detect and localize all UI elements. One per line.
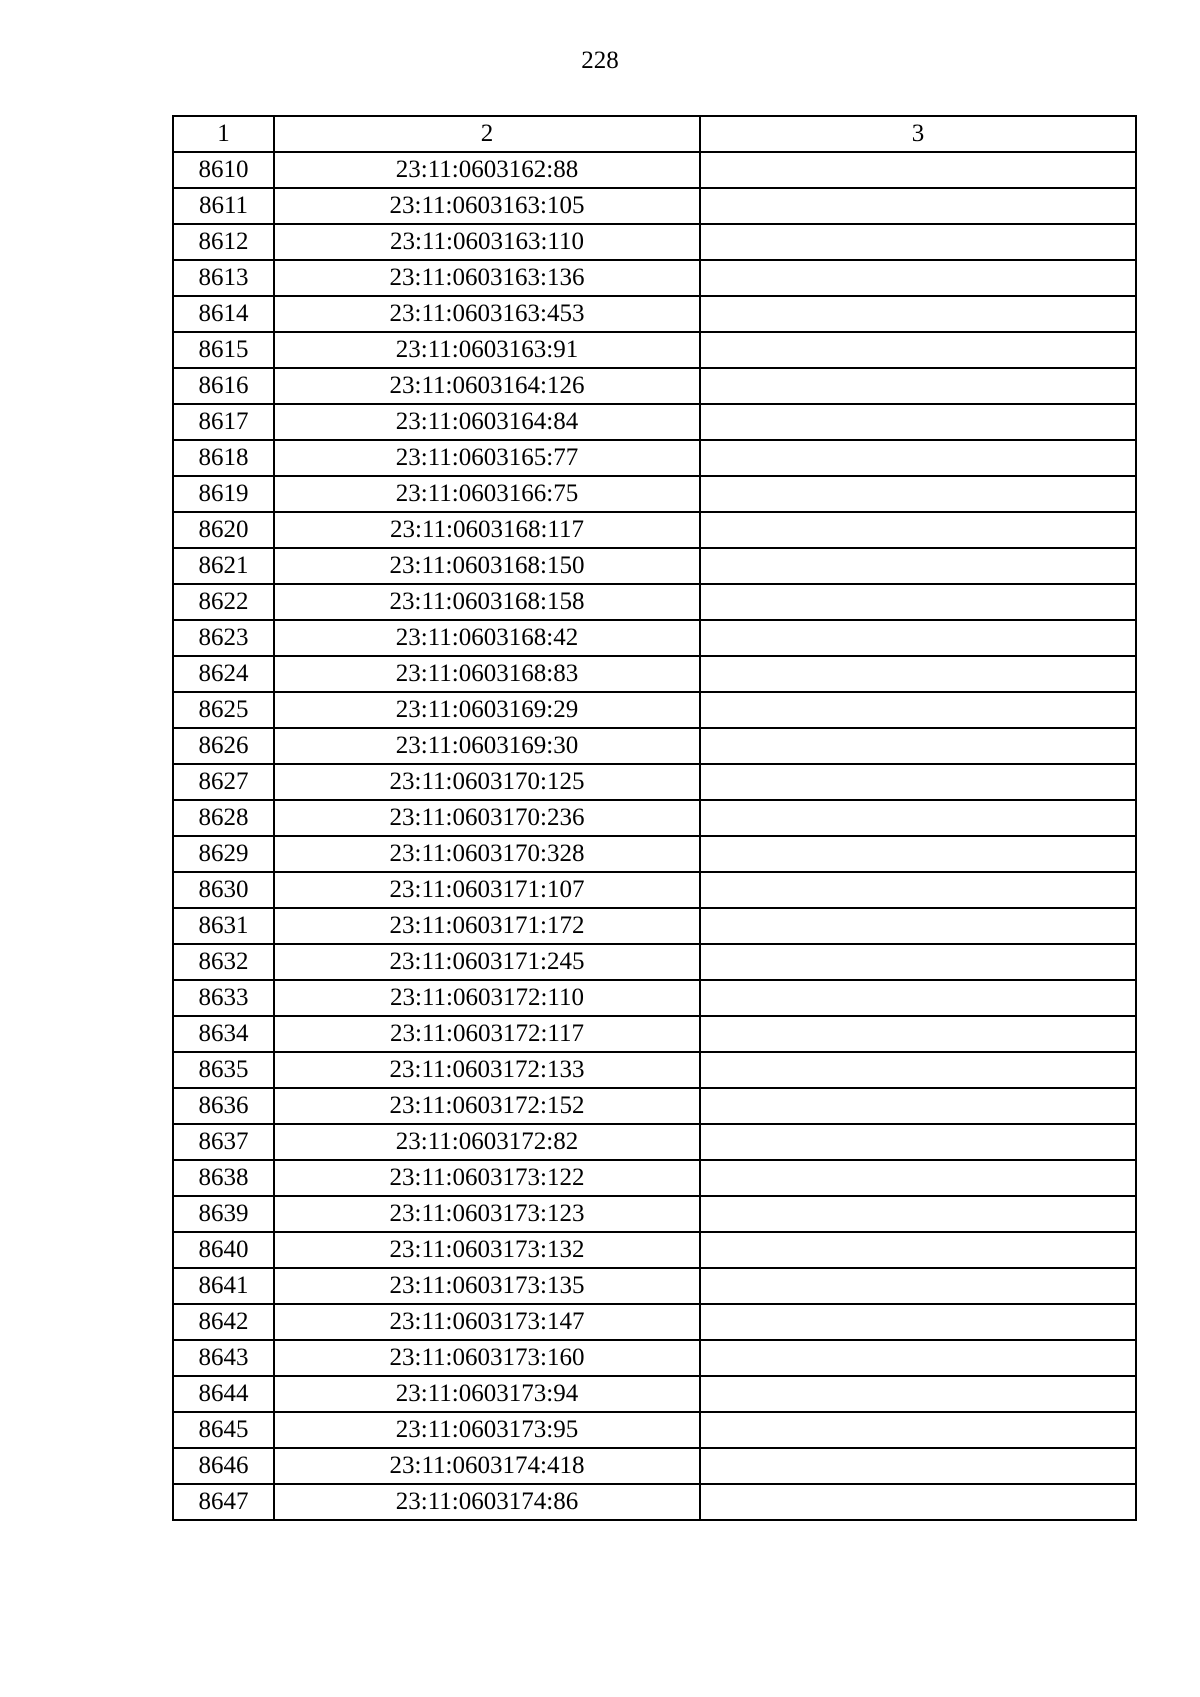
cadastral-number-cell: 23:11:0603169:29 <box>274 692 700 728</box>
note-cell <box>700 944 1136 980</box>
cadastral-number-cell: 23:11:0603163:91 <box>274 332 700 368</box>
note-cell <box>700 1304 1136 1340</box>
note-cell <box>700 656 1136 692</box>
row-number-cell: 8647 <box>173 1484 274 1520</box>
row-number-cell: 8616 <box>173 368 274 404</box>
table-row <box>173 1232 1136 1268</box>
note-cell <box>700 476 1136 512</box>
note-cell <box>700 620 1136 656</box>
table-row <box>173 1160 1136 1196</box>
table-row <box>173 440 1136 476</box>
table-row <box>173 152 1136 188</box>
cadastral-number-cell: 23:11:0603163:105 <box>274 188 700 224</box>
note-cell <box>700 1484 1136 1520</box>
table-row <box>173 764 1136 800</box>
note-cell <box>700 872 1136 908</box>
cadastral-number-cell: 23:11:0603164:126 <box>274 368 700 404</box>
note-cell <box>700 440 1136 476</box>
row-number-cell: 8628 <box>173 800 274 836</box>
note-cell <box>700 800 1136 836</box>
table-row <box>173 1304 1136 1340</box>
cadastral-number-cell: 23:11:0603171:245 <box>274 944 700 980</box>
note-cell <box>700 332 1136 368</box>
cadastral-number-cell: 23:11:0603165:77 <box>274 440 700 476</box>
cadastral-number-cell: 23:11:0603170:125 <box>274 764 700 800</box>
table-row <box>173 332 1136 368</box>
table-row <box>173 1376 1136 1412</box>
table-row <box>173 944 1136 980</box>
cadastral-number-cell: 23:11:0603174:418 <box>274 1448 700 1484</box>
cadastral-number-cell: 23:11:0603168:158 <box>274 584 700 620</box>
table-row <box>173 692 1136 728</box>
table-row <box>173 908 1136 944</box>
cadastral-number-cell: 23:11:0603174:86 <box>274 1484 700 1520</box>
row-number-cell: 8633 <box>173 980 274 1016</box>
table-row <box>173 1268 1136 1304</box>
row-number-cell: 8626 <box>173 728 274 764</box>
row-number-cell: 8618 <box>173 440 274 476</box>
note-cell <box>700 764 1136 800</box>
row-number-cell: 8644 <box>173 1376 274 1412</box>
cadastral-number-cell: 23:11:0603170:236 <box>274 800 700 836</box>
row-number-cell: 8631 <box>173 908 274 944</box>
cadastral-number-cell: 23:11:0603173:94 <box>274 1376 700 1412</box>
cadastral-number-cell: 23:11:0603172:152 <box>274 1088 700 1124</box>
table-row <box>173 800 1136 836</box>
row-number-cell: 8645 <box>173 1412 274 1448</box>
table-row <box>173 1196 1136 1232</box>
table-row <box>173 1448 1136 1484</box>
row-number-cell: 8641 <box>173 1268 274 1304</box>
note-cell <box>700 1196 1136 1232</box>
cadastral-number-cell: 23:11:0603166:75 <box>274 476 700 512</box>
row-number-cell: 8632 <box>173 944 274 980</box>
cadastral-number-cell: 23:11:0603163:453 <box>274 296 700 332</box>
header-cell-3: 3 <box>700 116 1136 152</box>
note-cell <box>700 1124 1136 1160</box>
row-number-cell: 8624 <box>173 656 274 692</box>
note-cell <box>700 1448 1136 1484</box>
table-row <box>173 296 1136 332</box>
cadastral-number-cell: 23:11:0603173:95 <box>274 1412 700 1448</box>
cadastral-number-cell: 23:11:0603168:42 <box>274 620 700 656</box>
row-number-cell: 8612 <box>173 224 274 260</box>
row-number-cell: 8640 <box>173 1232 274 1268</box>
note-cell <box>700 296 1136 332</box>
note-cell <box>700 1088 1136 1124</box>
data-table <box>172 115 1137 1521</box>
row-number-cell: 8638 <box>173 1160 274 1196</box>
row-number-cell: 8630 <box>173 872 274 908</box>
table-row <box>173 584 1136 620</box>
cadastral-number-cell: 23:11:0603173:132 <box>274 1232 700 1268</box>
note-cell <box>700 1160 1136 1196</box>
table-body <box>173 116 1136 1520</box>
row-number-cell: 8646 <box>173 1448 274 1484</box>
table-row <box>173 476 1136 512</box>
note-cell <box>700 1052 1136 1088</box>
table-row <box>173 1412 1136 1448</box>
row-number-cell: 8611 <box>173 188 274 224</box>
table-header-row <box>173 116 1136 152</box>
table-row <box>173 1124 1136 1160</box>
row-number-cell: 8613 <box>173 260 274 296</box>
row-number-cell: 8621 <box>173 548 274 584</box>
row-number-cell: 8637 <box>173 1124 274 1160</box>
cadastral-number-cell: 23:11:0603172:110 <box>274 980 700 1016</box>
note-cell <box>700 1340 1136 1376</box>
note-cell <box>700 1232 1136 1268</box>
header-cell-2: 2 <box>274 116 700 152</box>
row-number-cell: 8610 <box>173 152 274 188</box>
page-number: 228 <box>581 47 619 74</box>
cadastral-number-cell: 23:11:0603162:88 <box>274 152 700 188</box>
table-row <box>173 188 1136 224</box>
row-number-cell: 8639 <box>173 1196 274 1232</box>
note-cell <box>700 224 1136 260</box>
cadastral-number-cell: 23:11:0603173:160 <box>274 1340 700 1376</box>
header-cell-1: 1 <box>173 116 274 152</box>
note-cell <box>700 368 1136 404</box>
table-row <box>173 836 1136 872</box>
cadastral-number-cell: 23:11:0603168:83 <box>274 656 700 692</box>
row-number-cell: 8627 <box>173 764 274 800</box>
table-row <box>173 1484 1136 1520</box>
table-row <box>173 224 1136 260</box>
cadastral-number-cell: 23:11:0603164:84 <box>274 404 700 440</box>
cadastral-number-cell: 23:11:0603168:117 <box>274 512 700 548</box>
table-row <box>173 728 1136 764</box>
note-cell <box>700 152 1136 188</box>
row-number-cell: 8634 <box>173 1016 274 1052</box>
cadastral-number-cell: 23:11:0603163:110 <box>274 224 700 260</box>
table-row <box>173 368 1136 404</box>
table-row <box>173 656 1136 692</box>
note-cell <box>700 908 1136 944</box>
table-row <box>173 1340 1136 1376</box>
table-row <box>173 1052 1136 1088</box>
cadastral-number-cell: 23:11:0603169:30 <box>274 728 700 764</box>
note-cell <box>700 1268 1136 1304</box>
cadastral-number-cell: 23:11:0603173:122 <box>274 1160 700 1196</box>
table-row <box>173 404 1136 440</box>
note-cell <box>700 836 1136 872</box>
cadastral-number-cell: 23:11:0603168:150 <box>274 548 700 584</box>
table-row <box>173 1088 1136 1124</box>
cadastral-number-cell: 23:11:0603172:133 <box>274 1052 700 1088</box>
note-cell <box>700 260 1136 296</box>
row-number-cell: 8642 <box>173 1304 274 1340</box>
row-number-cell: 8619 <box>173 476 274 512</box>
cadastral-number-cell: 23:11:0603163:136 <box>274 260 700 296</box>
table-row <box>173 872 1136 908</box>
row-number-cell: 8614 <box>173 296 274 332</box>
row-number-cell: 8623 <box>173 620 274 656</box>
note-cell <box>700 404 1136 440</box>
row-number-cell: 8643 <box>173 1340 274 1376</box>
note-cell <box>700 980 1136 1016</box>
note-cell <box>700 548 1136 584</box>
table-row <box>173 548 1136 584</box>
cadastral-number-cell: 23:11:0603172:117 <box>274 1016 700 1052</box>
note-cell <box>700 1376 1136 1412</box>
cadastral-number-cell: 23:11:0603173:147 <box>274 1304 700 1340</box>
row-number-cell: 8617 <box>173 404 274 440</box>
cadastral-number-cell: 23:11:0603171:172 <box>274 908 700 944</box>
table-row <box>173 512 1136 548</box>
cadastral-number-cell: 23:11:0603170:328 <box>274 836 700 872</box>
table-row <box>173 1016 1136 1052</box>
table-row <box>173 260 1136 296</box>
note-cell <box>700 728 1136 764</box>
row-number-cell: 8625 <box>173 692 274 728</box>
cadastral-number-cell: 23:11:0603173:123 <box>274 1196 700 1232</box>
table-row <box>173 620 1136 656</box>
cadastral-number-cell: 23:11:0603173:135 <box>274 1268 700 1304</box>
row-number-cell: 8622 <box>173 584 274 620</box>
table-row <box>173 980 1136 1016</box>
row-number-cell: 8629 <box>173 836 274 872</box>
cadastral-number-cell: 23:11:0603172:82 <box>274 1124 700 1160</box>
cadastral-number-cell: 23:11:0603171:107 <box>274 872 700 908</box>
note-cell <box>700 512 1136 548</box>
row-number-cell: 8635 <box>173 1052 274 1088</box>
note-cell <box>700 1016 1136 1052</box>
row-number-cell: 8620 <box>173 512 274 548</box>
note-cell <box>700 1412 1136 1448</box>
note-cell <box>700 692 1136 728</box>
note-cell <box>700 584 1136 620</box>
note-cell <box>700 188 1136 224</box>
row-number-cell: 8615 <box>173 332 274 368</box>
row-number-cell: 8636 <box>173 1088 274 1124</box>
